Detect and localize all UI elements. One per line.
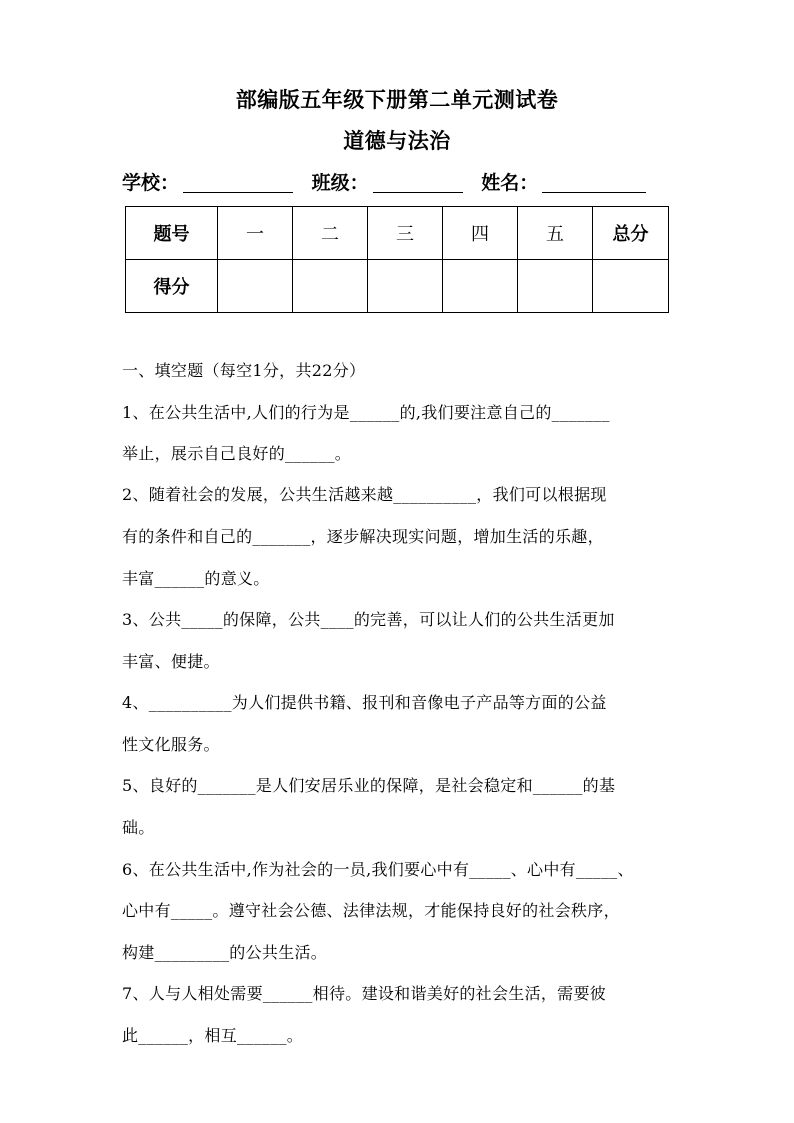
section-heading: 一、填空题（每空1分，共22分） (122, 361, 366, 380)
question-line: 丰富______的意义。 (122, 569, 270, 588)
question-line: 1、在公共生活中,人们的行为是______的,我们要注意自己的_______ (122, 403, 610, 422)
question-line: 举止，展示自己良好的______。 (122, 444, 352, 463)
name-blank[interactable] (542, 172, 646, 193)
score-cell[interactable] (443, 260, 518, 313)
question-line: 心中有_____。遵守社会公德、法律法规，才能保持良好的社会秩序， (122, 901, 620, 920)
question-line: 3、公共_____的保障，公共____的完善，可以让人们的公共生活更加 (122, 610, 615, 629)
question-line: 4、__________为人们提供书籍、报刊和音像电子产品等方面的公益 (122, 693, 607, 712)
score-table-header-row (126, 207, 669, 260)
question-line: 2、随着社会的发展，公共生活越来越__________，我们可以根据现 (122, 485, 607, 504)
question-line: 有的条件和自己的_______，逐步解决现实问题，增加生活的乐趣， (122, 527, 604, 546)
question-line: 此______，相互______。 (122, 1026, 304, 1045)
table-cell: 总分 (593, 207, 669, 260)
exam-subject: 道德与法治 (343, 128, 451, 153)
question-line: 性文化服务。 (122, 735, 220, 754)
class-blank[interactable] (373, 172, 463, 193)
table-cell: 题号 (126, 207, 218, 260)
question-line: 构建_________的公共生活。 (122, 943, 328, 962)
score-cell[interactable] (218, 260, 293, 313)
score-cell[interactable] (593, 260, 669, 313)
table-cell: 五 (518, 207, 593, 260)
table-cell: 三 (368, 207, 443, 260)
table-cell: 四 (443, 207, 518, 260)
score-cell[interactable] (293, 260, 368, 313)
score-cell[interactable] (518, 260, 593, 313)
table-cell: 一 (218, 207, 293, 260)
name-label: 姓名： (481, 172, 539, 194)
school-label: 学校： (122, 172, 180, 194)
score-cell[interactable] (368, 260, 443, 313)
student-info-row (122, 168, 646, 195)
table-cell: 二 (293, 207, 368, 260)
question-line: 丰富、便捷。 (122, 652, 220, 671)
question-line: 6、在公共生活中,作为社会的一员,我们要心中有_____、心中有_____、 (122, 860, 634, 879)
question-line: 础。 (122, 818, 155, 837)
question-line: 5、良好的_______是人们安居乐业的保障，是社会稳定和______的基 (122, 776, 616, 795)
question-line: 7、人与人相处需要______相待。建设和谐美好的社会生活，需要彼 (122, 984, 607, 1003)
school-blank[interactable] (183, 172, 293, 193)
table-cell: 得分 (126, 260, 218, 313)
score-table-score-row (126, 260, 669, 313)
class-label: 班级： (311, 172, 369, 194)
exam-title: 部编版五年级下册第二单元测试卷 (235, 87, 559, 112)
score-table (125, 206, 669, 313)
